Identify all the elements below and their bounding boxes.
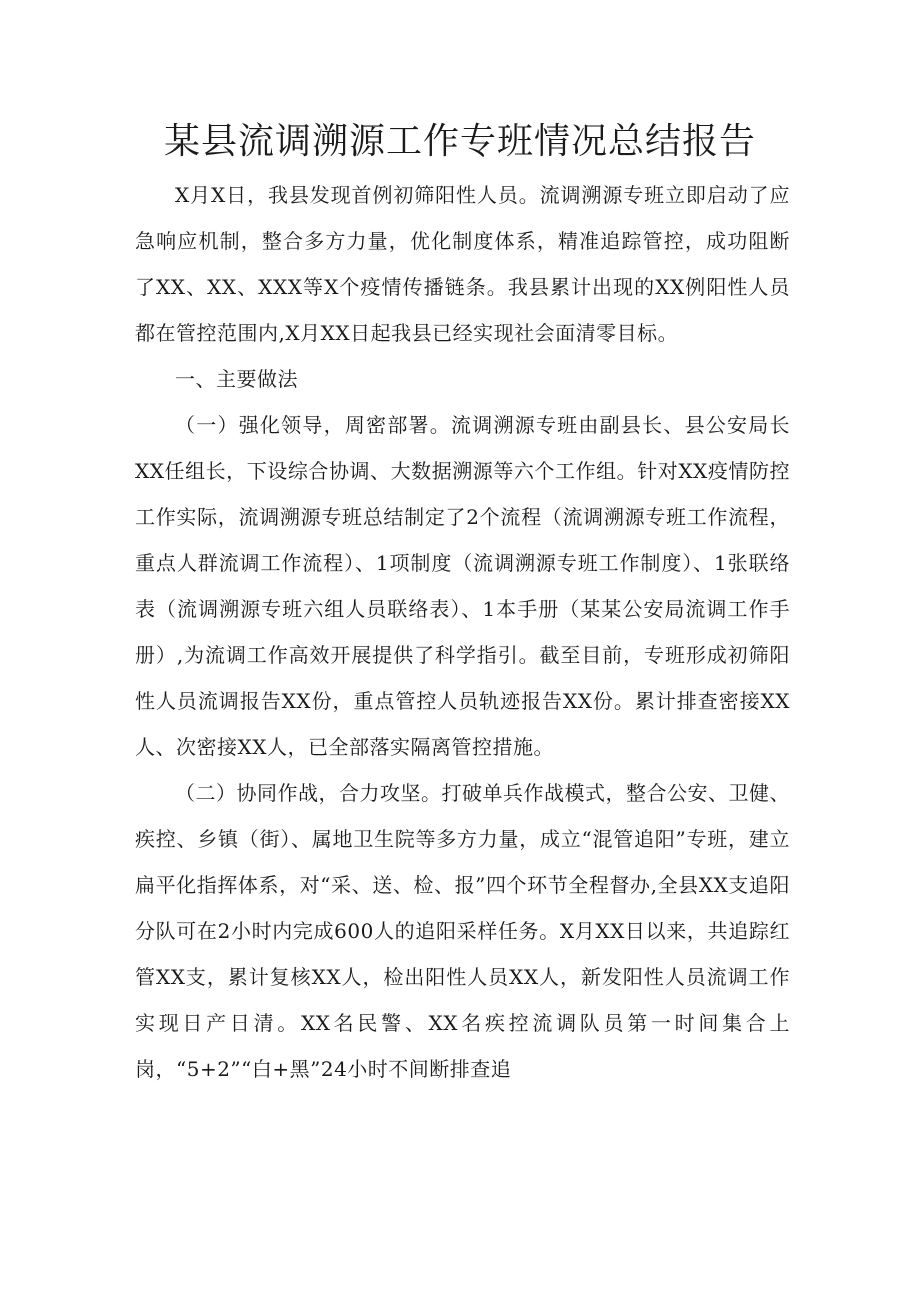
document-title: 某县流调溯源工作专班情况总结报告 [163,121,756,162]
paragraph-joint-operations: （二）协同作战，合力攻坚。打破单兵作战模式，整合公安、卫健、疾控、乡镇（街）、属地卫生院等多方力量，成立“混管追阳”专班，建立扁平化指挥体系，对“采、送、检、报”四个环节全程督办,全县XX支追阳分队可在2小时内完成600人的追阳采样任务。X月XX日以来，共追踪红管XX支，累计复核XX人，检出阳性人员XX人，新发阳性人员流调工作实现日产日清。XX名民警、XX名疾控流调队员第一时间集合上岗，“5+2”“白+黑”24小时不间断排查追 [135,781,790,1081]
paragraph-strengthen-leadership: （一）强化领导，周密部署。流调溯源专班由副县长、县公安局长XX任组长，下设综合协调、大数据溯源等六个工作组。针对XX疫情防控工作实际，流调溯源专班总结制定了2个流程（流调溯源专班工作流程，重点人群流调工作流程）、1项制度（流调溯源专班工作制度）、1张联络表（流调溯源专班六组人员联络表）、1本手册（某某公安局流调工作手册）,为流调工作高效开展提供了科学指引。截至目前，专班形成初筛阳性人员流调报告XX份，重点管控人员轨迹报告XX份。累计排查密接XX人、次密接XX人，已全部落实隔离管控措施。 [135,413,790,759]
document-body [135,172,790,1092]
section-heading-main-practices: 一、主要做法 [175,367,298,391]
intro-paragraph: X月X日，我县发现首例初筛阳性人员。流调溯源专班立即启动了应急响应机制，整合多方力量，优化制度体系，精准追踪管控，成功阻断了XX、XX、XXX等X个疫情传播链条。我县累计出现的XX例阳性人员都在管控范围内,X月XX日起我县已经实现社会面清零目标。 [135,183,790,345]
